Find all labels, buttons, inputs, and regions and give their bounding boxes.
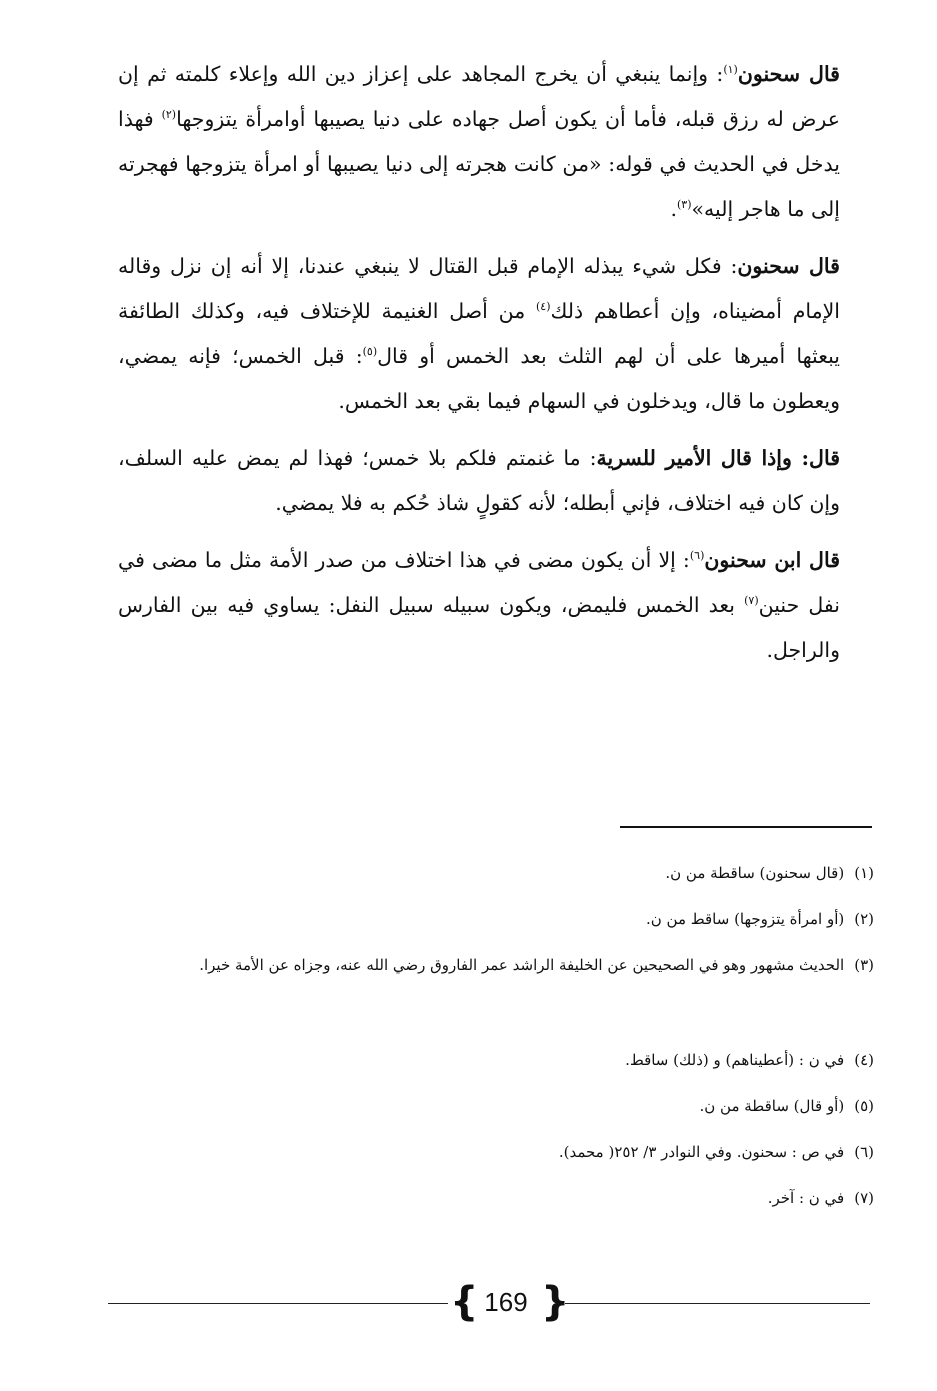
paragraph-text: : إلا أن يكون مضى في هذا اختلاف من صدر الأمة مثل ما مضى في نفل حنين xyxy=(118,548,840,617)
footnotes xyxy=(100,850,874,1221)
paragraph-4 xyxy=(118,538,840,673)
paragraph-text: . xyxy=(670,197,677,221)
right-brace-icon: } xyxy=(541,1279,570,1325)
footnote-number: (١) xyxy=(854,864,874,882)
paragraph-text: : فكل شيء يبذله الإمام قبل القتال لا ينبغي عندنا، إلا أنه إن نزل وقاله الإمام أمضيناه، وإن أعطاهم ذلك xyxy=(118,254,841,323)
footnote-ref: (٤) xyxy=(535,300,551,314)
footnote-ref: (٢) xyxy=(161,108,177,122)
speaker-label: قال سحنون xyxy=(737,254,840,278)
footnote-text: في ن : آخر. xyxy=(767,1189,845,1207)
footnote-item xyxy=(100,1037,874,1083)
footnote-ref: (١) xyxy=(723,63,738,77)
footnote-item xyxy=(100,896,874,942)
footnote-item xyxy=(100,942,874,988)
footnote-number: (٦) xyxy=(854,1143,874,1161)
footer-rule-left xyxy=(108,1303,448,1304)
paragraph-text: بعد الخمس فليمض، ويكون سبيله سبيل النفل: يساوي فيه بين الفارس والراجل. xyxy=(118,593,840,662)
speaker-label: قال: وإذا قال الأمير للسرية xyxy=(596,446,841,470)
footnote-number: (٣) xyxy=(854,956,874,974)
footnote-number: (٥) xyxy=(854,1097,874,1115)
page-footer xyxy=(0,1278,937,1328)
footnote-ref: (٦) xyxy=(689,549,705,563)
speaker-label: قال سحنون xyxy=(737,62,840,86)
footnote-item xyxy=(100,850,874,896)
left-brace-icon: { xyxy=(450,1279,479,1325)
footnote-text: (أو امرأة يتزوجها) ساقط من ن. xyxy=(645,910,845,928)
footnote-ref: (٥) xyxy=(362,345,378,359)
footnote-text: (قال سحنون) ساقطة من ن. xyxy=(665,864,845,882)
paragraph-text: : قبل الخمس؛ فإنه يمضي، ويعطون ما قال، ويدخلون في السهام فيما بقي بعد الخمس. xyxy=(118,344,840,413)
footnote-text: (أو قال) ساقطة من ن. xyxy=(699,1097,845,1115)
paragraph-text: فهذا يدخل في الحديث في قوله: «من كانت هجرته إلى دنيا يصيبها أو امرأة يتزوجها فهجرته إلى ما هاجر إليه» xyxy=(118,107,840,221)
paragraph-1 xyxy=(118,52,840,232)
footnote-separator xyxy=(620,826,872,828)
speaker-label: قال ابن سحنون xyxy=(704,548,840,572)
footnote-number: (٤) xyxy=(854,1051,874,1069)
footnote-item xyxy=(100,1175,874,1221)
main-text xyxy=(118,52,840,685)
footnote-text: الحديث مشهور وهو في الصحيحين عن الخليفة الراشد عمر الفاروق رضي الله عنه، وجزاه عن الأمة خيرا. xyxy=(199,956,845,974)
footnote-ref: (٣) xyxy=(676,198,692,212)
footnote-text: في ن : (أعطيناهم) و (ذلك) ساقط. xyxy=(625,1051,845,1069)
footnote-item xyxy=(100,1129,874,1175)
paragraph-2 xyxy=(118,244,840,424)
paragraph-text: : ما غنمتم فلكم بلا خمس؛ فهذا لم يمض عليه السلف، وإن كان فيه اختلاف، فإني أبطله؛ لأنه كقولٍ شاذ حُكم به فلا يمضي. xyxy=(118,446,840,515)
paragraph-3 xyxy=(118,436,840,526)
page-number: 169 xyxy=(484,1287,528,1317)
footnote-number: (٢) xyxy=(854,910,874,928)
footer-rule-right xyxy=(565,1303,870,1304)
paragraph-text: من أصل الغنيمة للإختلاف فيه، وكذلك الطائفة يبعثها أميرها على أن لهم الثلث بعد الخمس أو قال xyxy=(118,299,840,368)
footnote-text: في ص : سحنون. وفي النوادر ٣/ ٢٥٢( محمد). xyxy=(558,1143,845,1161)
paragraph-text: : وإنما ينبغي أن يخرج المجاهد على إعزاز دين الله وإعلاء كلمته ثم إن عرض له رزق قبله، فأما أن يكون أصل جهاده على دنيا يصيبها أوامرأة يتزوجها xyxy=(118,62,840,131)
footnote-number: (٧) xyxy=(854,1189,874,1207)
footnote-ref: (٧) xyxy=(744,594,759,608)
footnote-item xyxy=(100,1083,874,1129)
